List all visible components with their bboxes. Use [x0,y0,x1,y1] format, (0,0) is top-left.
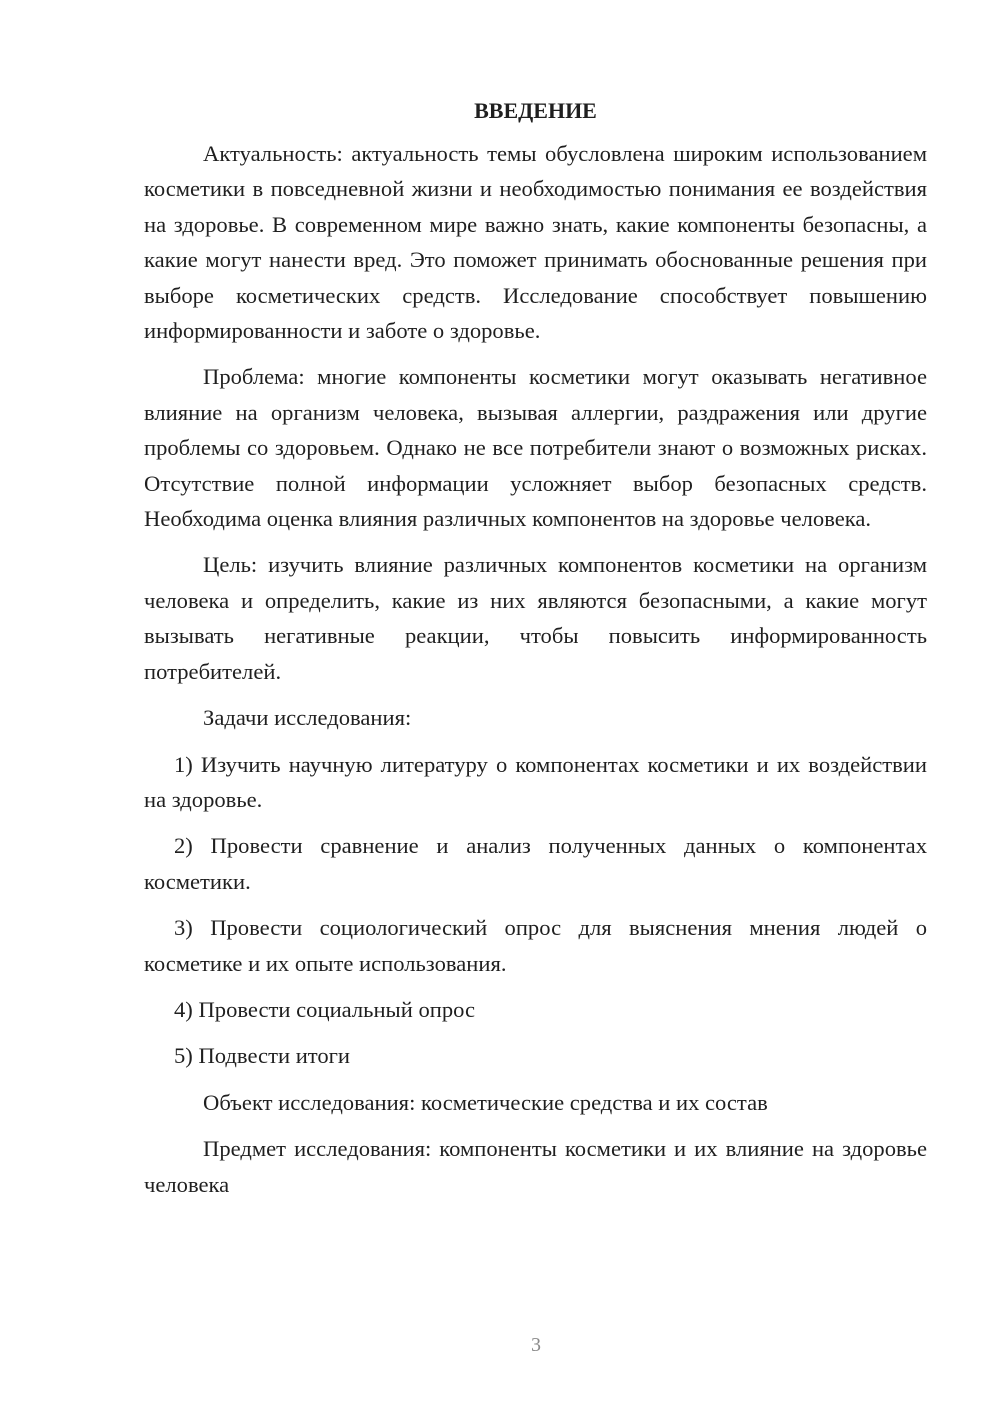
task-item-1: 1) Изучить научную литературу о компонентах косметики и их воздействии на здоровье. [144,751,927,812]
task-item-2: 2) Провести сравнение и анализ полученных данных о компонентах косметики. [144,833,927,894]
tasks-heading: Задачи исследования: [203,705,412,731]
page-content [144,93,927,1213]
section-title: ВВЕДЕНИЕ [474,98,597,123]
research-object-paragraph: Объект исследования: косметические средства и их состав [203,1089,768,1115]
page-number: 3 [531,1334,541,1356]
task-item-3: 3) Провести социологический опрос для выяснения мнения людей о косметике и их опыте использования. [144,915,927,976]
research-subject-paragraph: Предмет исследования: компоненты косметики и их влияние на здоровье человека [144,1136,927,1197]
goal-paragraph: Цель: изучить влияние различных компонентов косметики на организм человека и определить, какие из них являются безопасными, а какие могут вызывать негативные реакции, чтобы повысить информированность потребителей. [144,552,927,684]
problem-paragraph: Проблема: многие компоненты косметики могут оказывать негативное влияние на организм человека, вызывая аллергии, раздражения или другие проблемы со здоровьем. Однако не все потребители знают о возможных рисках. Отсутствие полной информации усложняет выбор безопасных средств. Необходима оценка влияния различных компонентов на здоровье человека. [144,364,927,532]
relevance-paragraph: Актуальность: актуальность темы обусловлена широким использованием косметики в повседневной жизни и необходимостью понимания ее воздействия на здоровье. В современном мире важно знать, какие компоненты безопасны, а какие могут нанести вред. Это поможет принимать обоснованные решения при выборе косметических средств. Исследование способствует повышению информированности и заботе о здоровье. [144,141,927,344]
task-item-4: 4) Провести социальный опрос [174,996,476,1022]
task-item-5: 5) Подвести итоги [174,1043,351,1069]
